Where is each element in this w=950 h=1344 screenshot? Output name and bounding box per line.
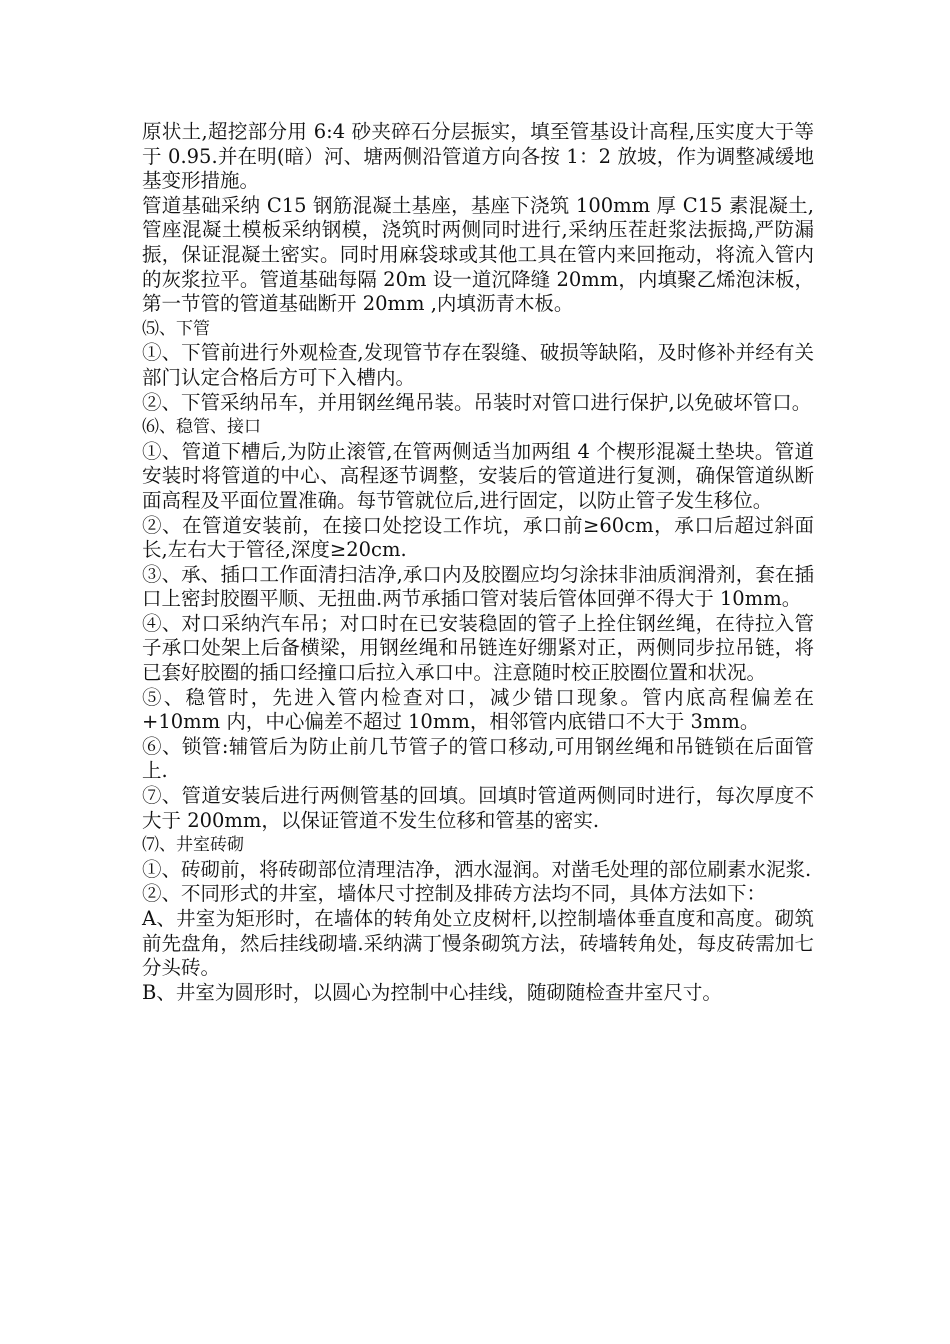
body-paragraph: ②、在管道安装前，在接口处挖设工作坑，承口前≥60cm，承口后超过斜面长,左右大于管径,深度≥20cm. [142,513,814,562]
section-heading: ⑺、井室砖砌 [142,835,244,856]
body-paragraph: ③、承、插口工作面清扫洁净,承口内及胶圈应均匀涂抹非油质润滑剂，套在插口上密封胶圈平顺、无扭曲.两节承插口管对装后管体回弹不得大于 10mm。 [142,562,814,611]
body-paragraph: 管道基础采纳 C15 钢筋混凝土基座，基座下浇筑 100mm 厚 C15 素混凝土,管座混凝土模板采纳钢模，浇筑时两侧同时进行,采纳压茬赶浆法振捣,严防漏振，保证混凝土密实。同时用麻袋球或其他工具在管内来回拖动，将流入管内的灰浆拉平。管道基础每隔 20m 设一道沉降缝 20mm，内填聚乙烯泡沫板，第一节管的管道基础断开 20mm ,内填沥青木板。 [142,193,814,316]
body-paragraph: ①、下管前进行外观检查,发现管节存在裂缝、破损等缺陷，及时修补并经有关部门认定合格后方可下入槽内。 [142,341,814,389]
body-paragraph: A、井室为矩形时，在墙体的转角处立皮树杆,以控制墙体垂直度和高度。砌筑前先盘角，然后挂线砌墙.采纳满丁慢条砌筑方法，砖墙转角处，每皮砖需加七分头砖。 [142,907,814,980]
body-paragraph: ②、不同形式的井室，墙体尺寸控制及排砖方法均不同，具体方法如下： [142,882,767,906]
body-paragraph: ⑦、管道安装后进行两侧管基的回填。回填时管道两侧同时进行，每次厚度不大于 200mm，以保证管道不发生位移和管基的密实. [142,784,814,832]
body-paragraph: ⑤、稳管时，先进入管内检查对口，减少错口现象。管内底高程偏差在+10mm 内，中心偏差不超过 10mm，相邻管内底错口不大于 3mm。 [142,685,814,734]
section-heading: ⑹、稳管、接口 [142,417,261,438]
document-page [142,120,814,1005]
body-paragraph: 原状土,超挖部分用 6:4 砂夹碎石分层振实，填至管基设计高程,压实度大于等于 0.95.并在明(暗）河、塘两侧沿管道方向各按 1：2 放坡，作为调整减缓地基变形措施。 [142,120,814,193]
body-paragraph: ①、管道下槽后,为防止滚管,在管两侧适当加两组 4 个楔形混凝土垫块。管道安装时将管道的中心、高程逐节调整，安装后的管道进行复测，确保管道纵断面高程及平面位置准确。每节管就位后,进行固定，以防止管子发生移位。 [142,439,814,512]
body-paragraph: ④、对口采纳汽车吊；对口时在已安装稳固的管子上拴住钢丝绳，在待拉入管子承口处架上后备横梁，用钢丝绳和吊链连好绷紧对正，两侧同步拉吊链，将已套好胶圈的插口经撞口后拉入承口中。注意随时校正胶圈位置和状况。 [142,611,814,685]
section-heading: ⑸、下管 [142,318,210,339]
body-paragraph: ⑥、锁管:辅管后为防止前几节管子的管口移动,可用钢丝绳和吊链锁在后面管上. [142,734,814,783]
body-paragraph: ②、下管采纳吊车，并用钢丝绳吊装。吊装时对管口进行保护,以免破坏管口。 [142,390,812,414]
body-paragraph: B、井室为圆形时，以圆心为控制中心挂线，随砌随检查井室尺寸。 [142,980,722,1004]
body-paragraph: ①、砖砌前，将砖砌部位清理洁净，洒水湿润。对凿毛处理的部位刷素水泥浆. [142,857,812,881]
